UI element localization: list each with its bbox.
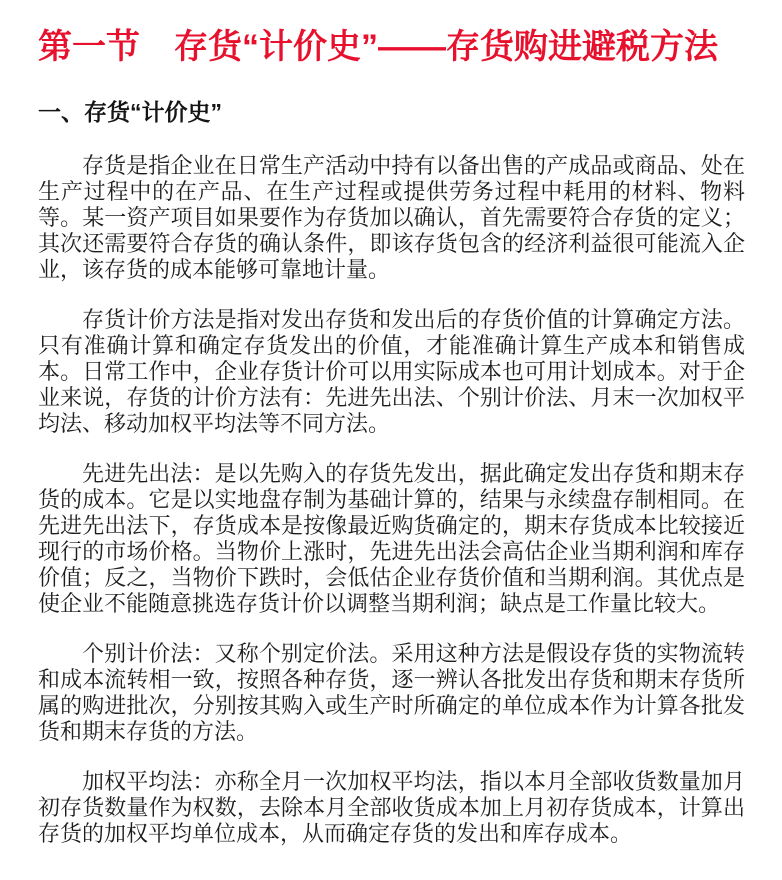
paragraph-weighted-average-method: 加权平均法：亦称全月一次加权平均法，指以本月全部收货数量加月初存货数量作为权数，去除本月全部收货成本加上月初存货成本，计算出存货的加权平均单位成本，从而确定存货的发出和库存成本。	[38, 769, 745, 846]
chapter-title: 第一节 存货“计价史”——存货购进避税方法	[38, 28, 718, 66]
paragraph-specific-identification-method: 个别计价法：又称个别定价法。采用这种方法是假设存货的实物流转和成本流转相一致，按照各种存货，逐一辨认各批发出存货和期末存货所属的购进批次，分别按其购入或生产时所确定的单位成本作为计算各批发货和期末存货的方法。	[38, 641, 745, 744]
section-heading: 一、存货“计价史”	[38, 99, 222, 125]
paragraph-inventory-definition: 存货是指企业在日常生产活动中持有以备出售的产成品或商品、处在生产过程中的在产品、在生产过程或提供劳务过程中耗用的材料、物料等。某一资产项目如果要作为存货加以确认，首先需要符合存货的定义；其次还需要符合存货的确认条件，即该存货包含的经济利益很可能流入企业，该存货的成本能够可靠地计量。	[38, 153, 745, 282]
paragraph-fifo-method: 先进先出法：是以先购入的存货先发出，据此确定发出存货和期末存货的成本。它是以实地盘存制为基础计算的，结果与永续盘存制相同。在先进先出法下，存货成本是按像最近购货确定的，期末存货成本比较接近现行的市场价格。当物价上涨时，先进先出法会高估企业当期利润和库存价值；反之，当物价下跌时，会低估企业存货价值和当期利润。其优点是使企业不能随意挑选存货计价以调整当期利润；缺点是工作量比较大。	[38, 461, 745, 616]
paragraph-valuation-methods-overview: 存货计价方法是指对发出存货和发出后的存货价值的计算确定方法。只有准确计算和确定存货发出的价值，才能准确计算生产成本和销售成本。日常工作中，企业存货计价可以用实际成本也可用计划成本。对于企业来说，存货的计价方法有：先进先出法、个别计价法、月末一次加权平均法、移动加权平均法等不同方法。	[38, 307, 745, 436]
